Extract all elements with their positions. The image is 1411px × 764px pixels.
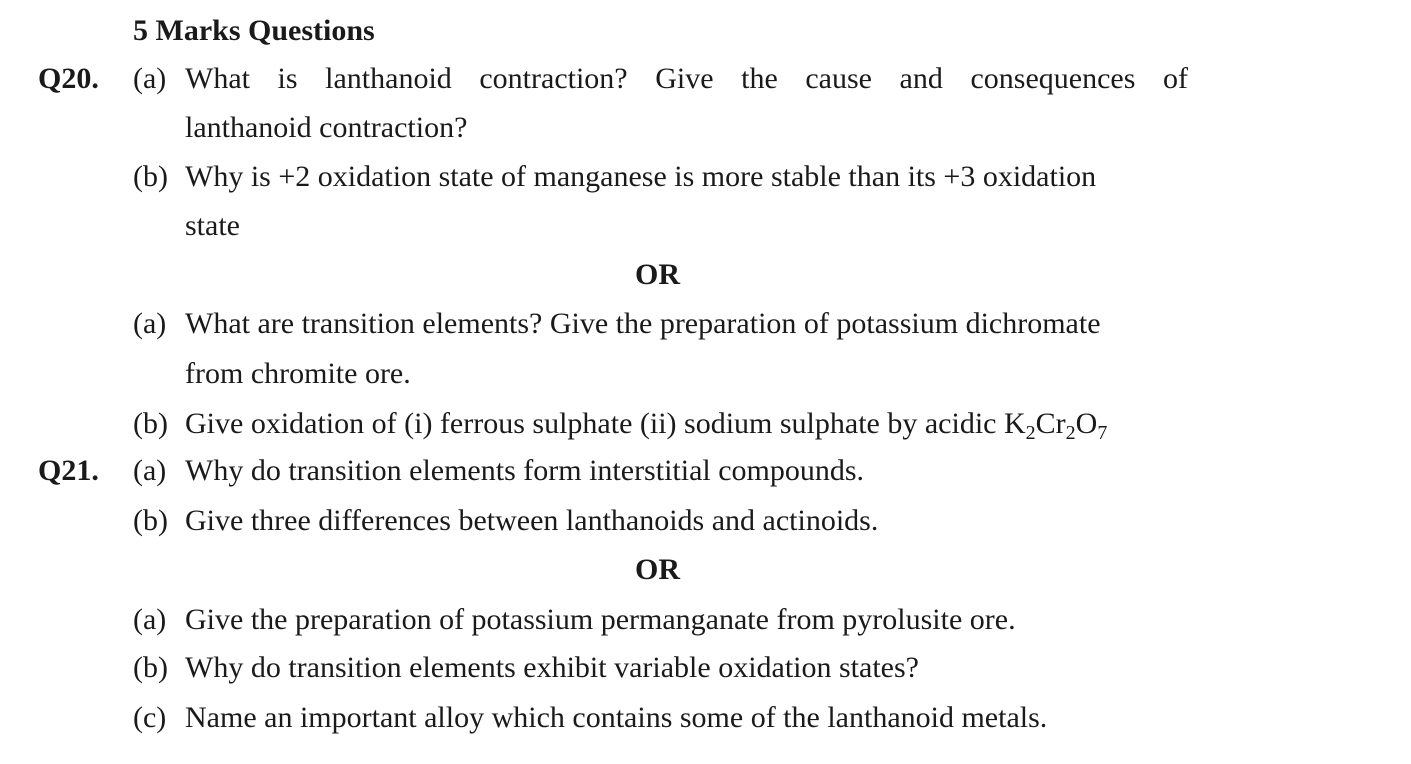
or-separator: OR <box>635 553 680 586</box>
word: consequences <box>970 62 1136 95</box>
q21-alt-part-b-label: (b) <box>133 651 168 684</box>
q20-part-b-text: Why is +2 oxidation state of manganese is more stable than its +3 oxidation <box>185 160 1097 193</box>
chemical-symbol: O <box>1075 407 1098 440</box>
q21-part-b-text: Give three differences between lanthanoids and actinoids. <box>185 504 879 537</box>
q20-alt-part-b-label: (b) <box>133 407 168 440</box>
q20-part-a-continuation: lanthanoid contraction? <box>185 111 468 144</box>
subscript: 2 <box>1065 422 1076 444</box>
subscript: 2 <box>1025 422 1036 444</box>
q21-alt-part-c-label: (c) <box>133 701 167 734</box>
q21-alt-part-c-text: Name an important alloy which contains some of the lanthanoid metals. <box>185 701 1048 734</box>
word: contraction? <box>479 62 628 95</box>
subscript: 7 <box>1097 422 1108 444</box>
word: cause <box>805 62 872 95</box>
word: and <box>899 62 943 95</box>
q20-part-b-continuation: state <box>185 209 240 242</box>
q20-alt-part-a-label: (a) <box>133 307 167 340</box>
q20-alt-part-a-continuation: from chromite ore. <box>185 357 411 390</box>
q20-alt-part-a-text: What are transition elements? Give the preparation of potassium dichromate <box>185 307 1101 340</box>
word: the <box>741 62 778 95</box>
q21-part-a-label: (a) <box>133 454 167 487</box>
q21-part-a-text: Why do transition elements form interstitial compounds. <box>185 454 865 487</box>
word: lanthanoid <box>325 62 452 95</box>
q21-alt-part-a-text: Give the preparation of potassium permanganate from pyrolusite ore. <box>185 603 1016 636</box>
question-number-q20: Q20. <box>38 62 99 95</box>
q20-alt-part-b-text <box>185 406 1107 442</box>
q21-alt-part-a-label: (a) <box>133 603 167 636</box>
section-heading: 5 Marks Questions <box>133 14 375 47</box>
chemical-symbol: Cr <box>1035 407 1066 440</box>
q20-part-a-label: (a) <box>133 62 167 95</box>
q20-part-a-text <box>185 61 1188 97</box>
q20-part-b-label: (b) <box>133 160 168 193</box>
or-separator: OR <box>635 258 680 291</box>
question-number-q21: Q21. <box>38 454 99 487</box>
q20-alt-part-b-sentence: Give oxidation of (i) ferrous sulphate (ii) sodium sulphate by acidic K <box>185 407 1026 440</box>
word: of <box>1162 62 1188 95</box>
word: Give <box>655 62 714 95</box>
q21-alt-part-b-text: Why do transition elements exhibit variable oxidation states? <box>185 651 919 684</box>
word: is <box>277 62 298 95</box>
q21-part-b-label: (b) <box>133 504 168 537</box>
word: What <box>185 62 250 95</box>
